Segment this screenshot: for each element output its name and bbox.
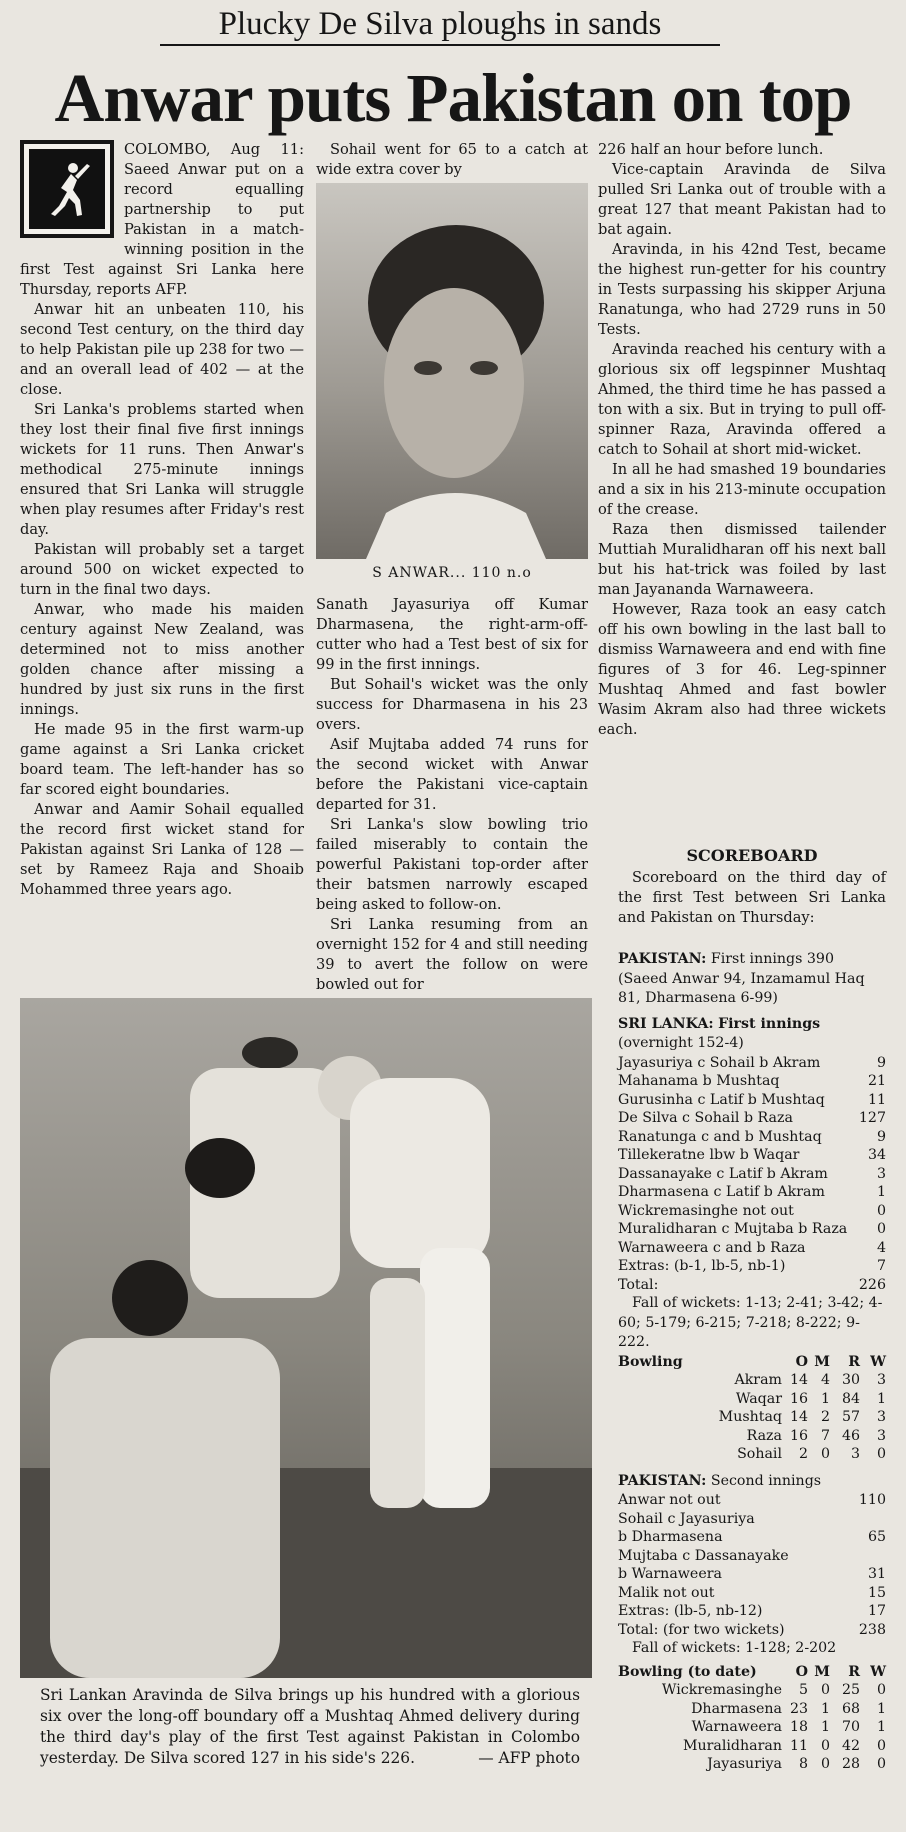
sl-batting-card — [618, 1054, 886, 1295]
batting-row — [618, 1276, 886, 1295]
bowler-name: Raza — [746, 1427, 782, 1444]
article-paragraph: Sri Lanka resuming from an overnight 152 for 4 and still needing 39 to avert the follow on were bowled out for — [316, 916, 588, 993]
batting-row — [618, 1202, 886, 1221]
bowling-figure: 1 — [876, 1390, 886, 1407]
article-paragraph: 226 half an hour before lunch. — [598, 141, 824, 158]
runs-value: 15 — [867, 1584, 886, 1601]
batsman-entry: Extras: (lb-5, nb-12) — [618, 1603, 763, 1619]
article-column-2 — [316, 595, 588, 995]
bowling-figure: 0 — [820, 1446, 830, 1462]
article-paragraph: Pakistan will probably set a target around 500 on wicket expected to turn in the final two days. — [20, 541, 304, 598]
bowling-figure: 2 — [798, 1446, 808, 1462]
article-paragraph: Sri Lanka's slow bowling trio failed miserably to contain the powerful Pakistani top-order after their batsmen narrowly escaped being asked to follow-on. — [316, 816, 588, 913]
bowling-figure: 3 — [850, 1446, 860, 1462]
bowling-figure: 4 — [820, 1372, 830, 1388]
bowling-figure: 0 — [820, 1756, 830, 1772]
scoreboard-intro-text: Scoreboard on the third day of the first Test between Sri Lanka and Pakistan on Thursday: — [618, 869, 886, 926]
batting-row — [618, 1072, 886, 1091]
kicker-headline: Plucky De Silva ploughs in sands — [160, 4, 720, 46]
pak-bowling-table — [618, 1353, 886, 1464]
photo-caption: Sri Lankan Aravinda de Silva brings up his hundred with a glorious six over the long-off boundary off a Mushtaq Ahmed delivery during the third day's play of the first Test against Pakistan in Colombo yesterday. De Silva scored 127 in his side's 226. — AFP photo — [40, 1686, 580, 1767]
batting-row — [618, 1621, 886, 1640]
article-paragraph: Anwar and Aamir Sohail equalled the record first wicket stand for Pakistan against Sri Lanka of 128 — set by Rameez Raja and Shoaib Mohammed three years ago. — [20, 801, 304, 898]
article-paragraph: Sohail went for 65 to a catch at wide extra cover by — [316, 141, 588, 178]
batting-row — [618, 1565, 886, 1584]
batsman-entry: Jayasuriya c Sohail b Akram — [618, 1054, 821, 1071]
bowling-figure: 3 — [876, 1427, 886, 1444]
bowling-figure: 68 — [841, 1700, 860, 1717]
runs-value: 31 — [867, 1566, 886, 1582]
bowling-figure: 30 — [841, 1372, 860, 1388]
batting-row — [618, 1109, 886, 1128]
batsman-entry: Extras: (b-1, lb-5, nb-1) — [618, 1258, 786, 1274]
article-paragraph: Aravinda reached his century with a glorious six off legspinner Mushtaq Ahmed, the third time he has passed a ton with a six. But in trying to pull off-spinner Raza, Aravinda offered a catch to Sohail at short mid-wicket. — [598, 341, 886, 458]
portrait-photo — [316, 183, 588, 559]
bowling-figure: 14 — [789, 1372, 808, 1388]
batsman-entry: Wickremasinghe not out — [618, 1202, 794, 1219]
batting-row — [618, 1220, 886, 1239]
batsman-and-keeper-illustration — [20, 998, 592, 1678]
article-paragraph: Raza then dismissed tailender Muttiah Muralidharan off his next ball but his hat-trick was foiled by last man Jayananda Warnaweera. — [598, 521, 886, 598]
article-column-3 — [598, 140, 886, 740]
portrait-illustration — [316, 183, 588, 559]
batsman-entry: b Dharmasena — [618, 1529, 723, 1545]
batsman-entry: Anwar not out — [618, 1492, 721, 1508]
scoreboard-heading: SCOREBOARD — [686, 846, 818, 865]
bowling-figure: 23 — [789, 1700, 808, 1717]
batsman-entry: Warnaweera c and b Raza — [618, 1239, 806, 1256]
bowling-header: W — [870, 1663, 886, 1680]
bowler-name: Wickremasinghe — [661, 1682, 782, 1698]
portrait-caption: S ANWAR... 110 n.o — [372, 565, 532, 581]
bowler-name: Warnaweera — [691, 1719, 782, 1735]
pak-batting-card — [618, 1491, 886, 1639]
batting-row — [618, 1146, 886, 1165]
article-column-2-top — [316, 140, 588, 180]
bowling-figure: 25 — [841, 1682, 860, 1698]
bowling-figure: 18 — [789, 1719, 808, 1735]
sl-first-innings-heading: SRI LANKA: First innings — [618, 1015, 821, 1032]
bowler-name: Dharmasena — [691, 1700, 782, 1717]
scoreboard-intro — [618, 868, 886, 928]
batsman-entry: Mujtaba c Dassanayake — [618, 1547, 789, 1564]
runs-value: 4 — [876, 1239, 886, 1256]
article-paragraph: Asif Mujtaba added 74 runs for the second wicket with Anwar before the Pakistani vice-captain departed for 31. — [316, 736, 588, 813]
article-paragraph: Sri Lanka's problems started when they lost their final five first innings wickets for 11 runs. Then Anwar's methodical 275-minute innings ensured that Sri Lanka will struggle when play resumes after Friday's rest day. — [20, 401, 304, 538]
sl-overnight: (overnight 152-4) — [618, 1035, 744, 1051]
runs-value: 17 — [867, 1603, 886, 1619]
bowling-header: R — [848, 1663, 860, 1680]
bowling-header: Bowling (to date) — [618, 1663, 757, 1680]
runs-value: 9 — [876, 1054, 886, 1071]
article-paragraph: Vice-captain Aravinda de Silva pulled Sri Lanka out of trouble with a great 127 that meant Pakistan had to bat again. — [598, 161, 886, 238]
bowling-figure: 1 — [876, 1700, 886, 1717]
pak-first-innings: PAKISTAN: First innings 390 (Saeed Anwar 94, Inzamamul Haq 81, Dharmasena 6-99) — [618, 951, 865, 1006]
batting-row — [618, 1602, 886, 1621]
batting-row — [618, 1091, 886, 1110]
runs-value: 127 — [858, 1110, 886, 1126]
article-column-1 — [20, 140, 304, 900]
runs-value: 238 — [858, 1621, 886, 1638]
bowling-figure: 11 — [789, 1737, 808, 1754]
batsman-entry: De Silva c Sohail b Raza — [618, 1110, 793, 1126]
sl-bowling-table — [618, 1663, 886, 1774]
bowling-figure: 1 — [876, 1719, 886, 1735]
bowling-figure: 0 — [876, 1682, 886, 1698]
bowling-header: M — [814, 1663, 830, 1680]
batsman-entry: Dharmasena c Latif b Akram — [618, 1184, 825, 1200]
batsman-entry: Gurusinha c Latif b Mushtaq — [618, 1091, 825, 1108]
runs-value: 21 — [867, 1073, 886, 1089]
bowling-figure: 0 — [876, 1446, 886, 1462]
bowling-header: Bowling — [618, 1353, 683, 1370]
bowling-figure: 0 — [876, 1737, 886, 1754]
match-action-photo — [20, 998, 592, 1678]
batting-row — [618, 1183, 886, 1202]
bowler-name: Waqar — [735, 1390, 782, 1407]
batsman-entry: b Warnaweera — [618, 1566, 722, 1582]
runs-value: 0 — [876, 1221, 886, 1237]
bowling-figure: 0 — [876, 1756, 886, 1772]
batting-row — [618, 1547, 886, 1566]
bowling-figure: 46 — [841, 1427, 860, 1444]
runs-value: 11 — [867, 1091, 886, 1108]
runs-value: 110 — [858, 1492, 886, 1508]
runs-value: 0 — [876, 1202, 886, 1219]
bowling-figure: 70 — [841, 1719, 860, 1735]
bowling-figure: 8 — [798, 1756, 808, 1772]
batting-row — [618, 1165, 886, 1184]
bowling-figure: 1 — [820, 1700, 830, 1717]
bowling-figure: 2 — [820, 1409, 830, 1425]
batting-row — [618, 1528, 886, 1547]
bowling-figure: 14 — [789, 1409, 808, 1425]
bowling-figure: 3 — [876, 1409, 886, 1425]
runs-value: 1 — [876, 1184, 886, 1200]
pak-second-innings-heading: PAKISTAN: Second innings — [618, 1472, 822, 1489]
bowling-figure: 0 — [820, 1737, 830, 1754]
article-paragraph: Sanath Jayasuriya off Kumar Dharmasena, the right-arm-off-cutter who had a Test best of six for 99 in the first innings. — [316, 596, 588, 673]
bowling-header: O — [795, 1353, 808, 1370]
runs-value: 226 — [858, 1276, 886, 1293]
pak-fall-of-wickets: Fall of wickets: 1-128; 2-202 — [632, 1640, 837, 1656]
article-paragraph: But Sohail's wicket was the only success for Dharmasena in his 23 overs. — [316, 676, 588, 733]
sl-fall-of-wickets: Fall of wickets: 1-13; 2-41; 3-42; 4-60; 5-179; 6-215; 7-218; 8-222; 9-222. — [618, 1295, 883, 1350]
article-paragraph: Anwar, who made his maiden century against New Zealand, was determined not to miss another golden chance after missing a hundred by just six runs in the first innings. — [20, 601, 304, 718]
batsman-entry: Total: (for two wickets) — [618, 1621, 785, 1638]
batting-row — [618, 1584, 886, 1603]
bowling-figure: 1 — [820, 1390, 830, 1407]
runs-value: 34 — [867, 1147, 886, 1163]
batsman-entry: Tillekeratne lbw b Waqar — [618, 1147, 800, 1163]
article-paragraph: He made 95 in the first warm-up game against a Sri Lanka cricket board team. The left-hander has so far scored eight boundaries. — [20, 721, 304, 798]
article-paragraph: Anwar hit an unbeaten 110, his second Test century, on the third day to help Pakistan pile up 238 for two — and an overall lead of 402 — at the close. — [20, 301, 304, 398]
main-headline: Anwar puts Pakistan on top — [54, 60, 852, 136]
bowling-header: W — [870, 1353, 886, 1370]
bowler-name: Muralidharan — [682, 1737, 782, 1754]
runs-value — [858, 1510, 886, 1529]
runs-value: 9 — [876, 1128, 886, 1145]
batting-row — [618, 1510, 886, 1529]
batsman-silhouette-icon — [37, 158, 97, 220]
bowler-name: Akram — [734, 1372, 782, 1388]
batsman-entry: Ranatunga c and b Mushtaq — [618, 1128, 822, 1145]
batting-row — [618, 1239, 886, 1258]
bowling-figure: 16 — [789, 1390, 808, 1407]
article-paragraph: COLOMBO, Aug 11: Saeed Anwar put on a record equalling partnership to put Pakistan in a match-winning position in the first Test against Sri Lanka here Thursday, reports AFP. — [20, 141, 304, 298]
batting-row — [618, 1491, 886, 1510]
bowler-name: Mushtaq — [718, 1409, 782, 1425]
bowler-name: Sohail — [737, 1446, 782, 1462]
bowling-header: O — [795, 1663, 808, 1680]
bowling-figure: 7 — [820, 1427, 830, 1444]
bowling-figure: 42 — [841, 1737, 860, 1754]
bowling-figure: 5 — [798, 1682, 808, 1698]
bowling-figure: 84 — [841, 1390, 860, 1407]
bowling-figure: 1 — [820, 1719, 830, 1735]
batsman-entry: Sohail c Jayasuriya — [618, 1510, 755, 1527]
runs-value: 65 — [867, 1529, 886, 1545]
runs-value — [858, 1547, 886, 1566]
batting-row — [618, 1054, 886, 1073]
batting-row — [618, 1128, 886, 1147]
batsman-entry: Malik not out — [618, 1584, 715, 1601]
runs-value: 7 — [876, 1258, 886, 1274]
bowling-header: R — [848, 1353, 860, 1370]
bowling-figure: 57 — [841, 1409, 860, 1425]
batsman-entry: Muralidharan c Mujtaba b Raza — [618, 1221, 848, 1237]
bowling-figure: 28 — [841, 1756, 860, 1772]
batsman-entry: Dassanayake c Latif b Akram — [618, 1165, 828, 1182]
bowling-figure: 3 — [876, 1372, 886, 1388]
article-paragraph: In all he had smashed 19 boundaries and a six in his 213-minute occupation of the crease. — [598, 461, 886, 518]
bowling-figure: 0 — [820, 1682, 830, 1698]
article-paragraph: However, Raza took an easy catch off his own bowling in the last ball to dismiss Warnaweera and end with fine figures of 3 for 46. Leg-spinner Mushtaq Ahmed and fast bowler Wasim Akram also had three wickets each. — [598, 601, 886, 738]
batting-row — [618, 1257, 886, 1276]
bowler-name: Jayasuriya — [707, 1756, 782, 1772]
batsman-entry: Mahanama b Mushtaq — [618, 1073, 780, 1089]
runs-value: 3 — [876, 1165, 886, 1182]
bowling-header: M — [814, 1353, 830, 1370]
article-paragraph: Aravinda, in his 42nd Test, became the highest run-getter for his country in Tests surpassing his skipper Arjuna Ranatunga, who had 2729 runs in 50 Tests. — [598, 241, 886, 338]
batsman-entry: Total: — [618, 1276, 659, 1293]
photo-credit: — AFP photo — [478, 1749, 580, 1767]
cricket-logo — [20, 140, 114, 238]
scoreboard — [618, 950, 886, 1774]
bowling-figure: 16 — [789, 1427, 808, 1444]
